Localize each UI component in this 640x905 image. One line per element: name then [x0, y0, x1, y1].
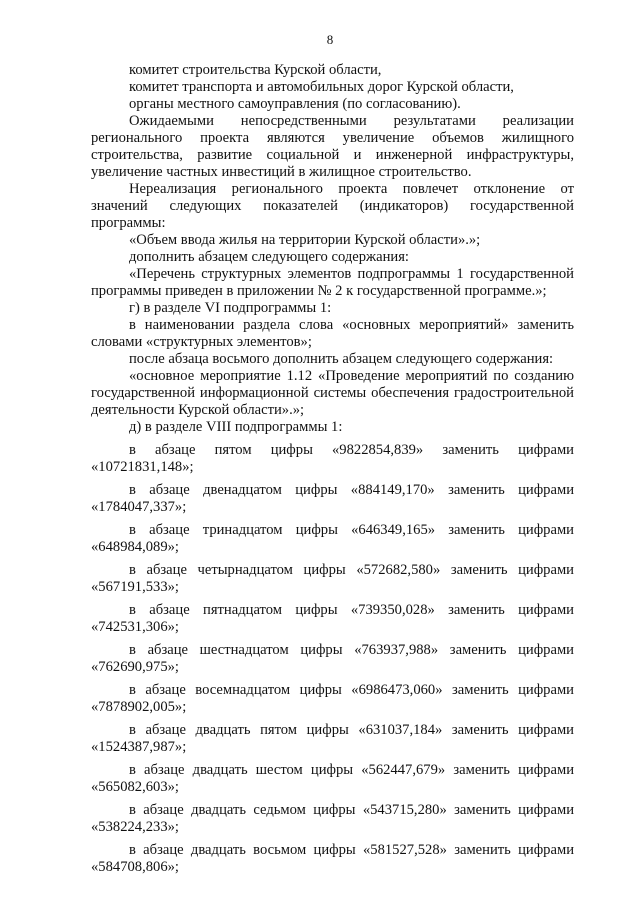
paragraph: в абзаце пятнадцатом цифры «739350,028» заменить цифрами «742531,306»;	[91, 602, 574, 635]
paragraph: в абзаце двадцать шестом цифры «562447,679» заменить цифрами «565082,603»;	[91, 762, 574, 795]
paragraph: в абзаце двадцать седьмом цифры «543715,280» заменить цифрами «538224,233»;	[91, 802, 574, 835]
paragraph: д) в разделе VIII подпрограммы 1:	[129, 419, 343, 435]
paragraph: в абзаце тринадцатом цифры «646349,165» заменить цифрами «648984,089»;	[91, 522, 574, 555]
paragraph: в абзаце восемнадцатом цифры «6986473,060» заменить цифрами «7878902,005»;	[91, 682, 574, 715]
document-body	[91, 62, 574, 876]
paragraph: в абзаце двадцать пятом цифры «631037,184» заменить цифрами «1524387,987»;	[91, 722, 574, 755]
paragraph: комитет транспорта и автомобильных дорог Курской области,	[129, 79, 514, 95]
paragraph: в абзаце четырнадцатом цифры «572682,580» заменить цифрами «567191,533»;	[91, 562, 574, 595]
paragraph: комитет строительства Курской области,	[129, 62, 382, 78]
paragraph: в абзаце двенадцатом цифры «884149,170» заменить цифрами «1784047,337»;	[91, 482, 574, 515]
paragraph: в абзаце двадцать восьмом цифры «581527,528» заменить цифрами «584708,806»;	[91, 842, 574, 875]
paragraph: в абзаце пятом цифры «9822854,839» заменить цифрами «10721831,148»;	[91, 442, 574, 475]
paragraph: после абзаца восьмого дополнить абзацем следующего содержания:	[129, 351, 554, 367]
paragraph: «Объем ввода жилья на территории Курской области».»;	[129, 232, 481, 248]
page-number: 8	[326, 32, 334, 47]
paragraph: Нереализация регионального проекта повлечет отклонение от значений следующих показателей (индикаторов) государственной программы:	[91, 181, 574, 231]
paragraph: г) в разделе VI подпрограммы 1:	[129, 300, 332, 316]
paragraph: в абзаце шестнадцатом цифры «763937,988» заменить цифрами «762690,975»;	[91, 642, 574, 675]
paragraph: «основное мероприятие 1.12 «Проведение мероприятий по созданию государственной информационной системы обеспечения градостроительной деятельности Курской области».»;	[91, 368, 574, 418]
paragraph: органы местного самоуправления (по согласованию).	[129, 96, 461, 112]
paragraph: «Перечень структурных элементов подпрограммы 1 государственной программы приведен в приложении № 2 к государственной программе.»;	[91, 266, 574, 299]
paragraph: Ожидаемыми непосредственными результатами реализации регионального проекта являются увеличение объемов жилищного строительства, развитие социальной и инженерной инфраструктуры, увеличение частных инвестиций в жилищное строительство.	[91, 113, 574, 180]
paragraph: в наименовании раздела слова «основных мероприятий» заменить словами «структурных элементов»;	[91, 317, 574, 350]
paragraph: дополнить абзацем следующего содержания:	[129, 249, 409, 265]
